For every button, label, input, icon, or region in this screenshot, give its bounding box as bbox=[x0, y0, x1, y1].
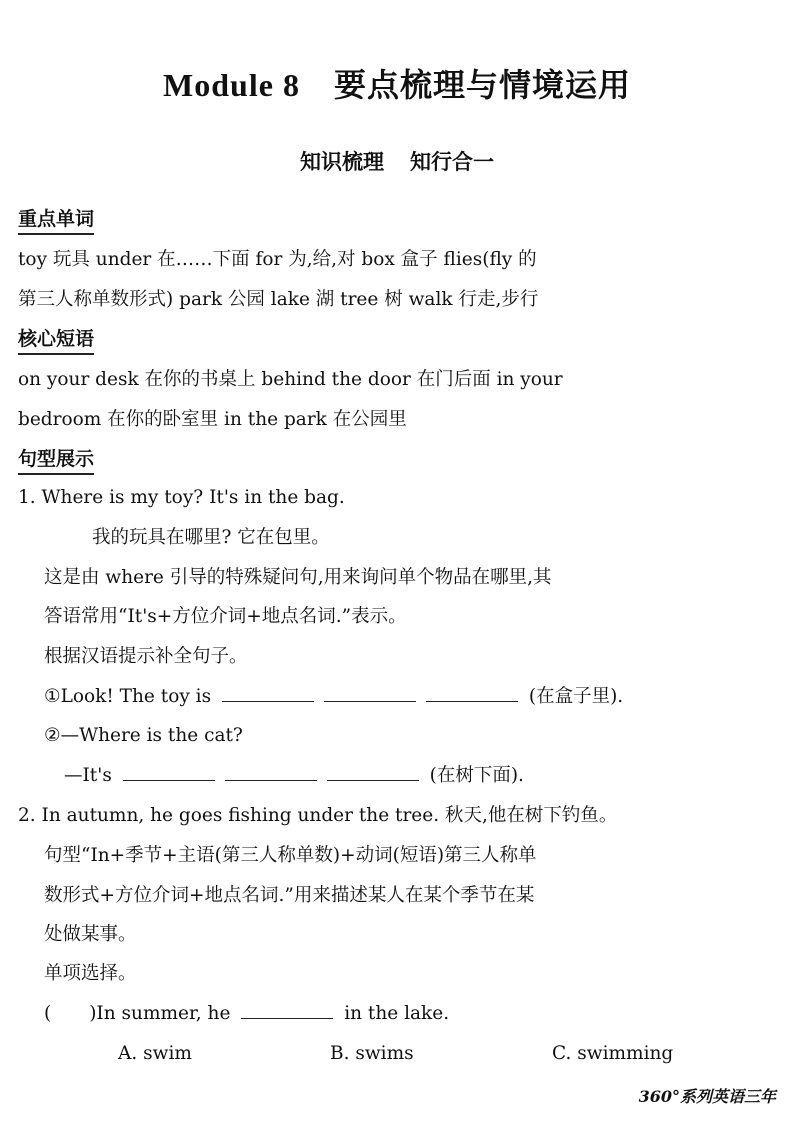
section-key-phrases: 核心短语 bbox=[18, 326, 94, 355]
item1-question-1 bbox=[44, 683, 742, 711]
item1-chinese: 我的玩具在哪里? 它在包里。 bbox=[92, 527, 330, 548]
option-c[interactable]: C. swimming bbox=[552, 1043, 674, 1064]
item1-instruction: 根据汉语提示补全句子。 bbox=[44, 646, 248, 667]
q2-hint: (在树下面). bbox=[429, 765, 524, 786]
page-title bbox=[0, 60, 794, 106]
item2-english: 2. In autumn, he goes fishing under the tree. 秋天,他在树下钓鱼。 bbox=[18, 805, 618, 826]
subtitle-left: 知识梳理 bbox=[300, 149, 384, 174]
answer-paren-open: ( bbox=[44, 1003, 52, 1024]
page-footer: 360°系列英语三年 bbox=[638, 1087, 776, 1106]
item2-question bbox=[44, 1000, 742, 1028]
item2-explain-2: 数形式+方位介词+地点名词.”用来描述某人在某个季节在某 bbox=[44, 885, 535, 906]
q2-blank-1[interactable] bbox=[123, 762, 215, 781]
item2-explain-1: 句型“In+季节+主语(第三人称单数)+动词(短语)第三人称单 bbox=[44, 845, 537, 866]
item2-blank[interactable] bbox=[241, 1000, 333, 1019]
q2-blank-3[interactable] bbox=[327, 762, 419, 781]
q2-blank-2[interactable] bbox=[225, 762, 317, 781]
item1-explain-2: 答语常用“It's+方位介词+地点名词.”表示。 bbox=[44, 606, 407, 627]
q1-hint: (在盒子里). bbox=[528, 686, 624, 707]
phrases-line-1: on your desk 在你的书桌上 behind the door 在门后面 in your bbox=[18, 369, 563, 390]
item2-instruction: 单项选择。 bbox=[44, 963, 137, 984]
q1-blank-1[interactable] bbox=[222, 683, 314, 702]
option-a[interactable]: A. swim bbox=[118, 1043, 192, 1064]
item2-question-prefix: )In summer, he bbox=[89, 1003, 231, 1024]
section-key-words: 重点单词 bbox=[18, 206, 94, 235]
words-line-1: toy 玩具 under 在……下面 for 为,给,对 box 盒子 flies(fly 的 bbox=[18, 249, 537, 270]
item2-explain-3: 处做某事。 bbox=[44, 924, 137, 945]
q1-blank-2[interactable] bbox=[324, 683, 416, 702]
q1-blank-3[interactable] bbox=[426, 683, 518, 702]
item1-question-2-line-1: ②—Where is the cat? bbox=[44, 725, 243, 746]
module-number: Module 8 bbox=[163, 67, 300, 103]
subtitle-right: 知行合一 bbox=[410, 149, 494, 174]
section-sentence-patterns: 句型展示 bbox=[18, 446, 94, 475]
phrases-line-2: bedroom 在你的卧室里 in the park 在公园里 bbox=[18, 409, 407, 430]
item2-question-suffix: in the lake. bbox=[344, 1003, 450, 1024]
q1-prefix: ①Look! The toy is bbox=[44, 686, 212, 707]
words-line-2: 第三人称单数形式) park 公园 lake 湖 tree 树 walk 行走,步行 bbox=[18, 289, 539, 310]
item1-explain-1: 这是由 where 引导的特殊疑问句,用来询问单个物品在哪里,其 bbox=[44, 567, 552, 588]
option-b[interactable]: B. swims bbox=[330, 1043, 414, 1064]
item1-english: 1. Where is my toy? It's in the bag. bbox=[18, 487, 345, 508]
module-heading: 要点梳理与情境运用 bbox=[333, 66, 631, 104]
q2-prefix: —It's bbox=[64, 765, 112, 786]
page-subtitle bbox=[0, 146, 794, 176]
item1-question-2-line-2 bbox=[64, 762, 742, 790]
